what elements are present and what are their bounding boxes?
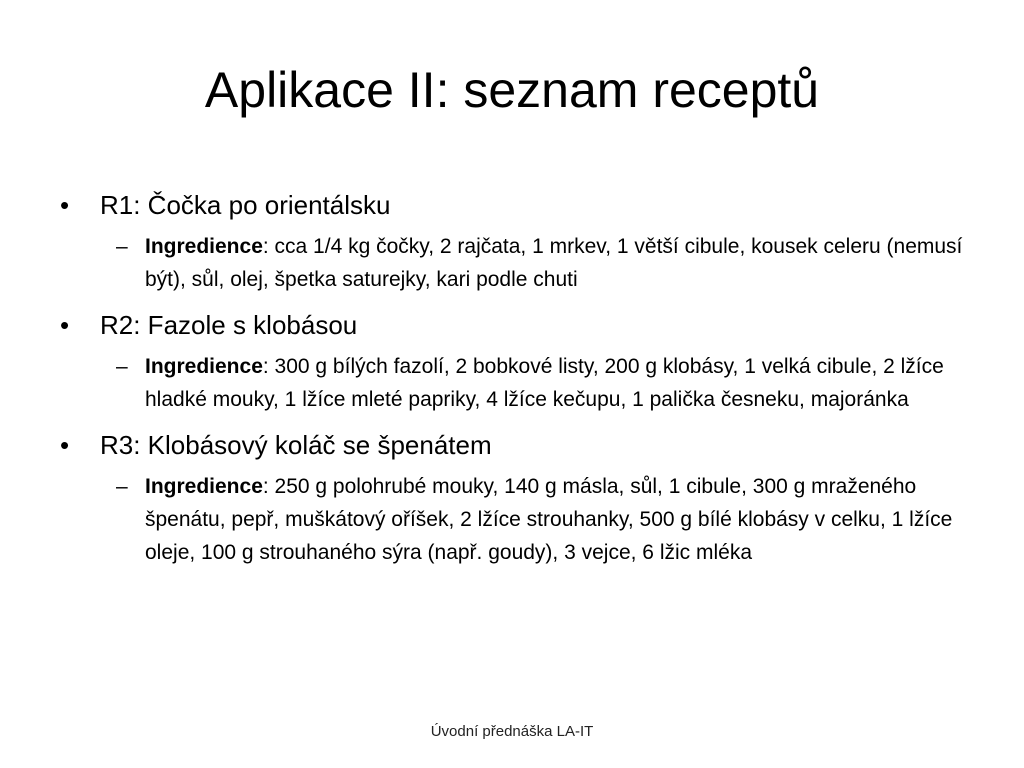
dash-icon: –	[116, 235, 128, 258]
slide-footer: Úvodní přednáška LA-IT	[430, 723, 594, 740]
ingredients-line	[100, 470, 970, 569]
ingredients-text: : cca 1/4 kg čočky, 2 rajčata, 1 mrkev, 1 větší cibule, kousek celeru (nemusí být), sůl, olej, špetka saturejky, kari podle chuti	[145, 235, 963, 291]
ingredients-text: : 300 g bílých fazolí, 2 bobkové listy, 200 g klobásy, 1 velká cibule, 2 lžíce hladké mouky, 1 lžíce mleté papriky, 4 lžíce kečupu, 1 palička česneku, majoránka	[145, 355, 944, 411]
bullet-icon: •	[60, 430, 70, 460]
slide-title: Aplikace II: seznam receptů	[204, 62, 820, 118]
ingredients-line	[100, 230, 970, 296]
dash-icon: –	[116, 475, 128, 498]
recipe-list	[60, 186, 970, 579]
ingredients-text: : 250 g polohrubé mouky, 140 g másla, sůl, 1 cibule, 300 g mraženého špenátu, pepř, muškátový oříšek, 2 lžíce strouhanky, 500 g bílé klobásy v celku, 1 lžíce oleje, 100 g strouhaného sýra (např. goudy), 3 vejce, 6 lžic mléka	[145, 475, 953, 564]
bullet-icon: •	[60, 190, 70, 220]
recipe-item-r1	[60, 186, 970, 296]
ingredients-label: Ingredience	[145, 355, 263, 378]
recipe-item-r3	[60, 426, 970, 569]
recipe-item-r2	[60, 306, 970, 416]
ingredients-label: Ingredience	[145, 235, 263, 258]
ingredients-label: Ingredience	[145, 475, 263, 498]
recipe-title: R3: Klobásový koláč se špenátem	[100, 430, 492, 460]
recipe-title: R2: Fazole s klobásou	[100, 310, 358, 340]
ingredients-line	[100, 350, 970, 416]
bullet-icon: •	[60, 310, 70, 340]
dash-icon: –	[116, 355, 128, 378]
recipe-title: R1: Čočka po orientálsku	[100, 190, 391, 220]
